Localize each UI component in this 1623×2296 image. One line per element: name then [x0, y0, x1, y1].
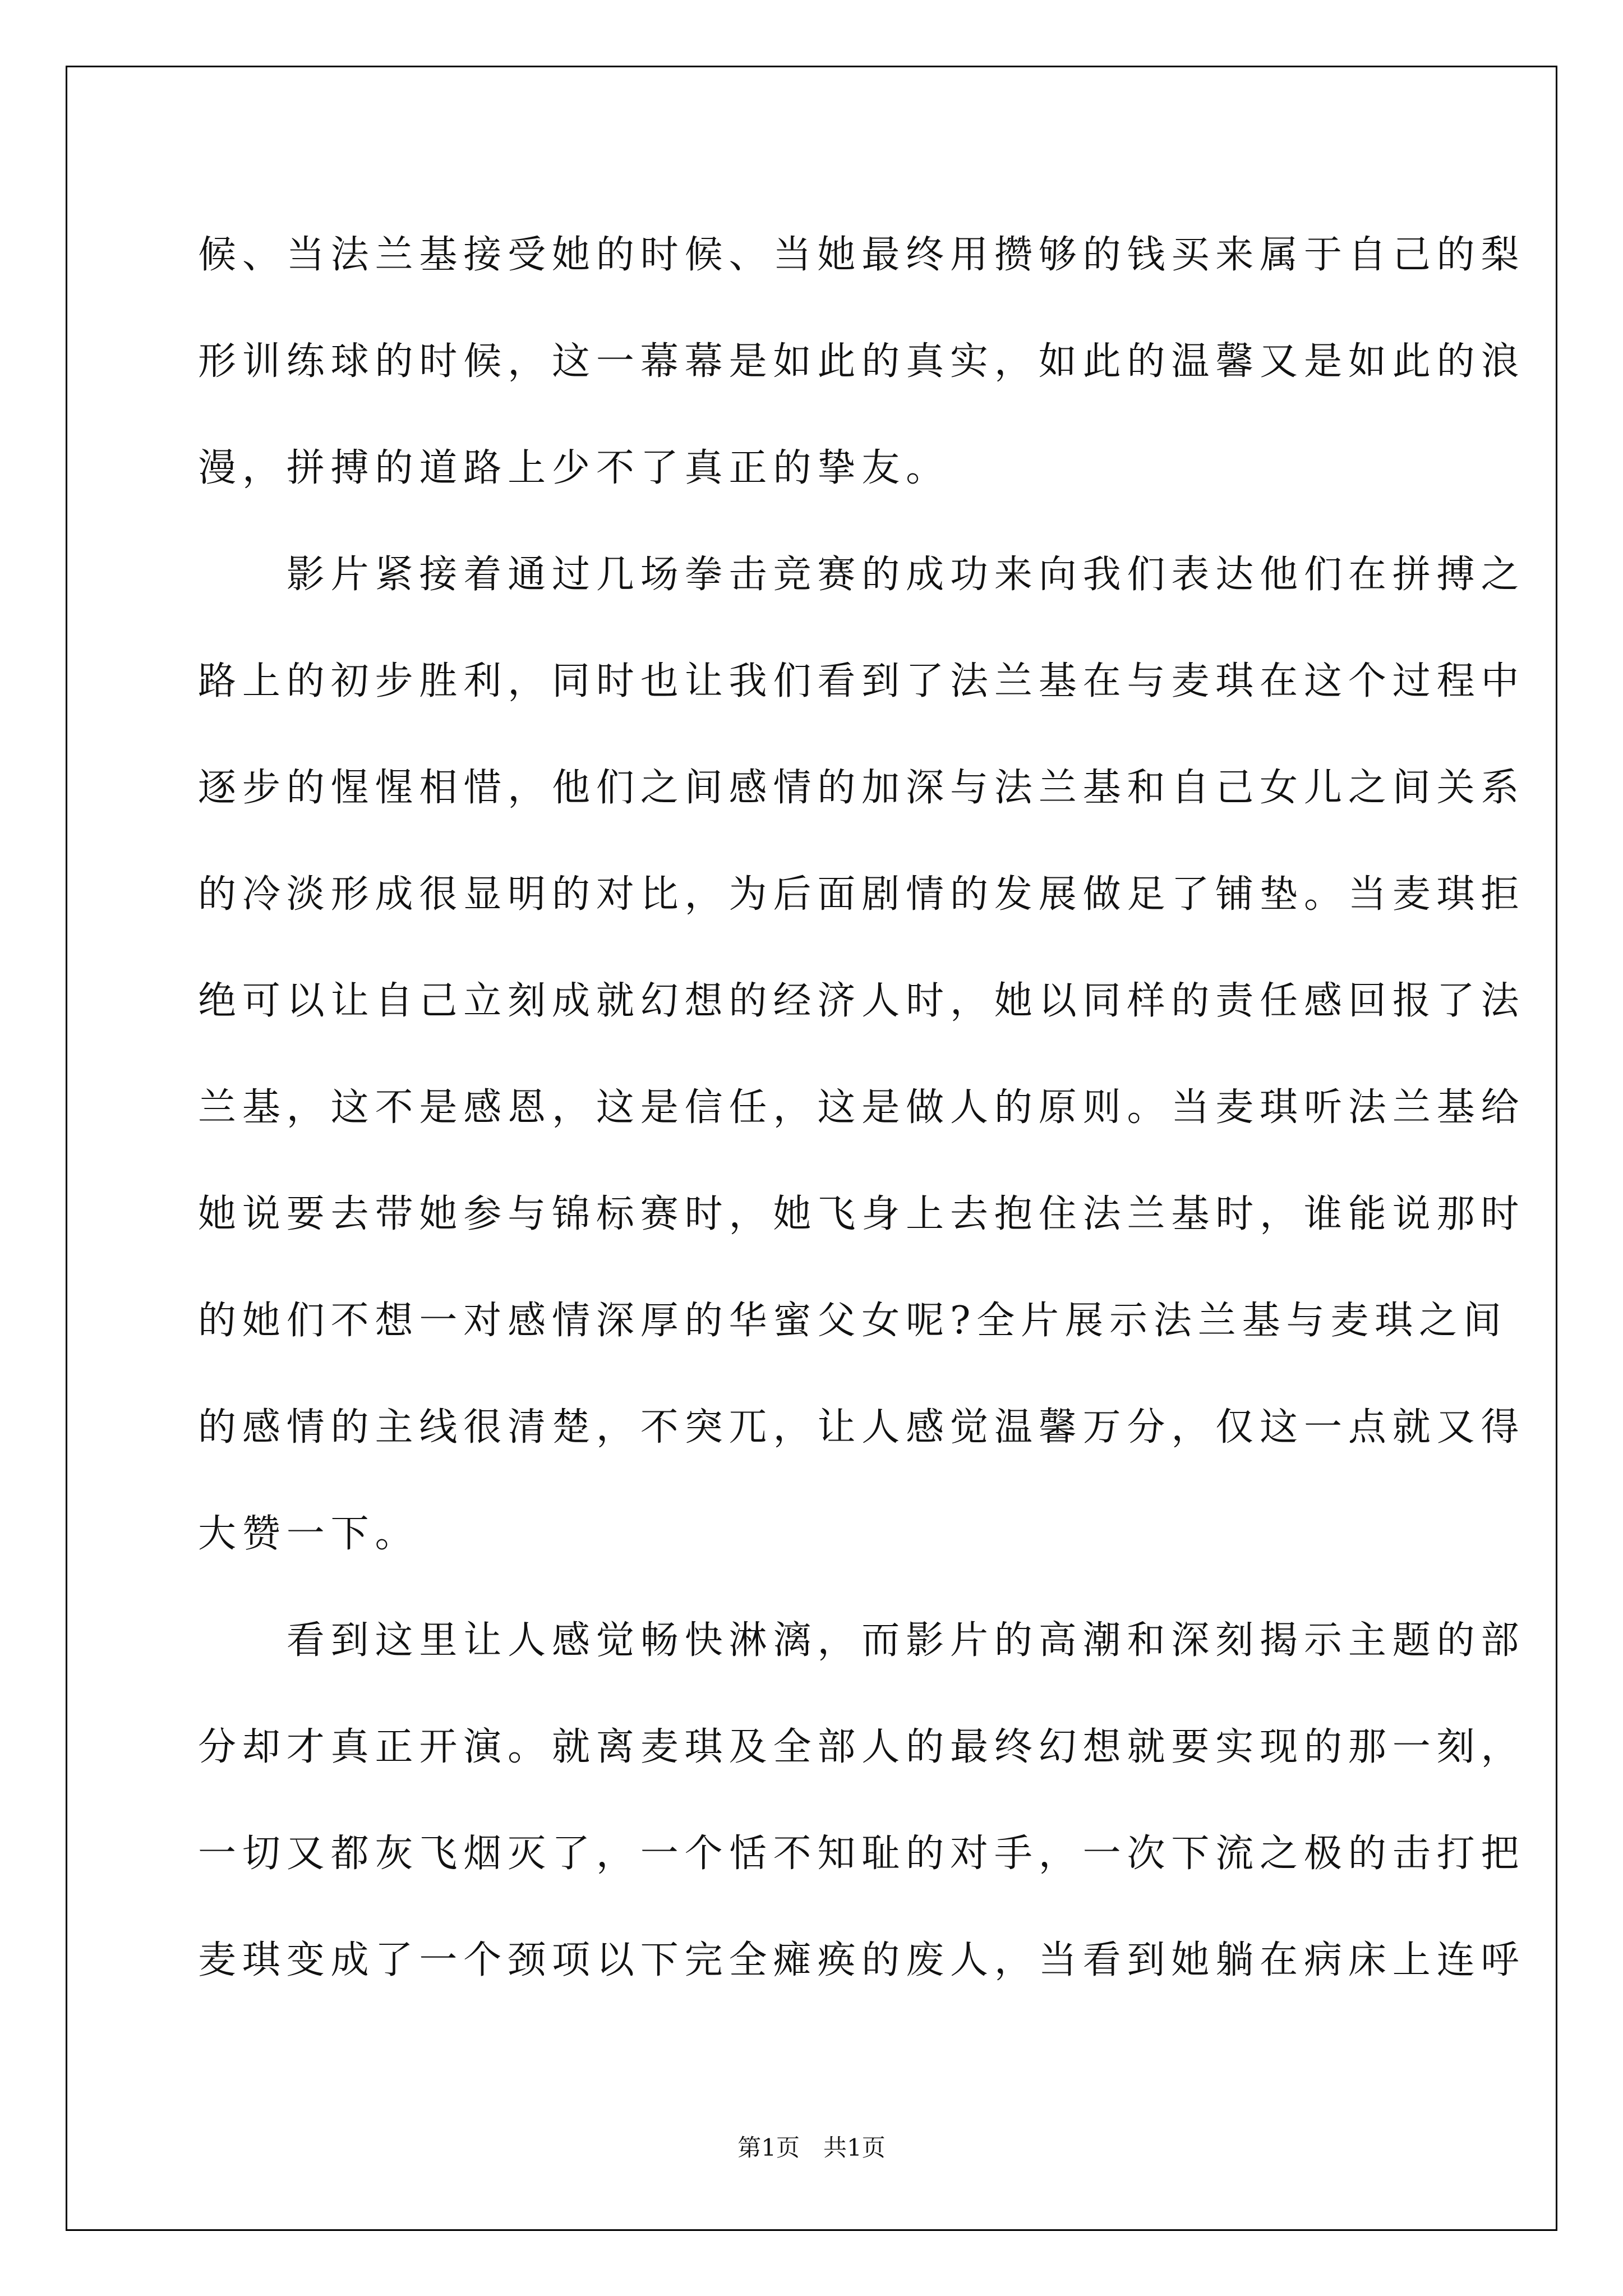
text-line: 绝可以让自己立刻成就幻想的经济人时，她以同样的责任感回报了法 — [198, 979, 1525, 1023]
text-line: 的冷淡形成很显明的对比，为后面剧情的发展做足了铺垫。当麦琪拒 — [198, 872, 1525, 917]
text-line: 兰基，这不是感恩，这是信任，这是做人的原则。当麦琪听法兰基给 — [198, 1085, 1525, 1130]
text-line: 逐步的惺惺相惜，他们之间感情的加深与法兰基和自己女儿之间关系 — [198, 766, 1525, 810]
text-line: 漫，拼搏的道路上少不了真正的挚友。 — [198, 446, 950, 490]
text-line: 大赞一下。 — [198, 1512, 419, 1556]
text-line: 一切又都灰飞烟灭了，一个恬不知耻的对手，一次下流之极的击打把 — [198, 1832, 1525, 1876]
page-number-footer: 第1页 共1页 — [737, 2134, 886, 2161]
text-line: 影片紧接着通过几场拳击竞赛的成功来向我们表达他们在拼搏之 — [198, 553, 1525, 597]
text-line: 形训练球的时候，这一幕幕是如此的真实，如此的温馨又是如此的浪 — [198, 339, 1525, 384]
text-line: 候、当法兰基接受她的时候、当她最终用攒够的钱买来属于自己的梨 — [198, 233, 1525, 277]
text-line: 看到这里让人感觉畅快淋漓，而影片的高潮和深刻揭示主题的部 — [198, 1618, 1525, 1663]
text-line: 麦琪变成了一个颈项以下完全瘫痪的废人，当看到她躺在病床上连呼 — [198, 1938, 1525, 1982]
text-line: 的她们不想一对感情深厚的华蜜父女呢?全片展示法兰基与麦琪之间 — [198, 1299, 1507, 1343]
text-line: 她说要去带她参与锦标赛时，她飞身上去抱住法兰基时，谁能说那时 — [198, 1192, 1525, 1236]
document-body — [198, 202, 1525, 2014]
text-line: 的感情的主线很清楚，不突兀，让人感觉温馨万分，仅这一点就又得 — [198, 1405, 1525, 1450]
text-line: 路上的初步胜利，同时也让我们看到了法兰基在与麦琪在这个过程中 — [198, 659, 1525, 703]
text-line: 分却才真正开演。就离麦琪及全部人的最终幻想就要实现的那一刻， — [198, 1725, 1525, 1769]
